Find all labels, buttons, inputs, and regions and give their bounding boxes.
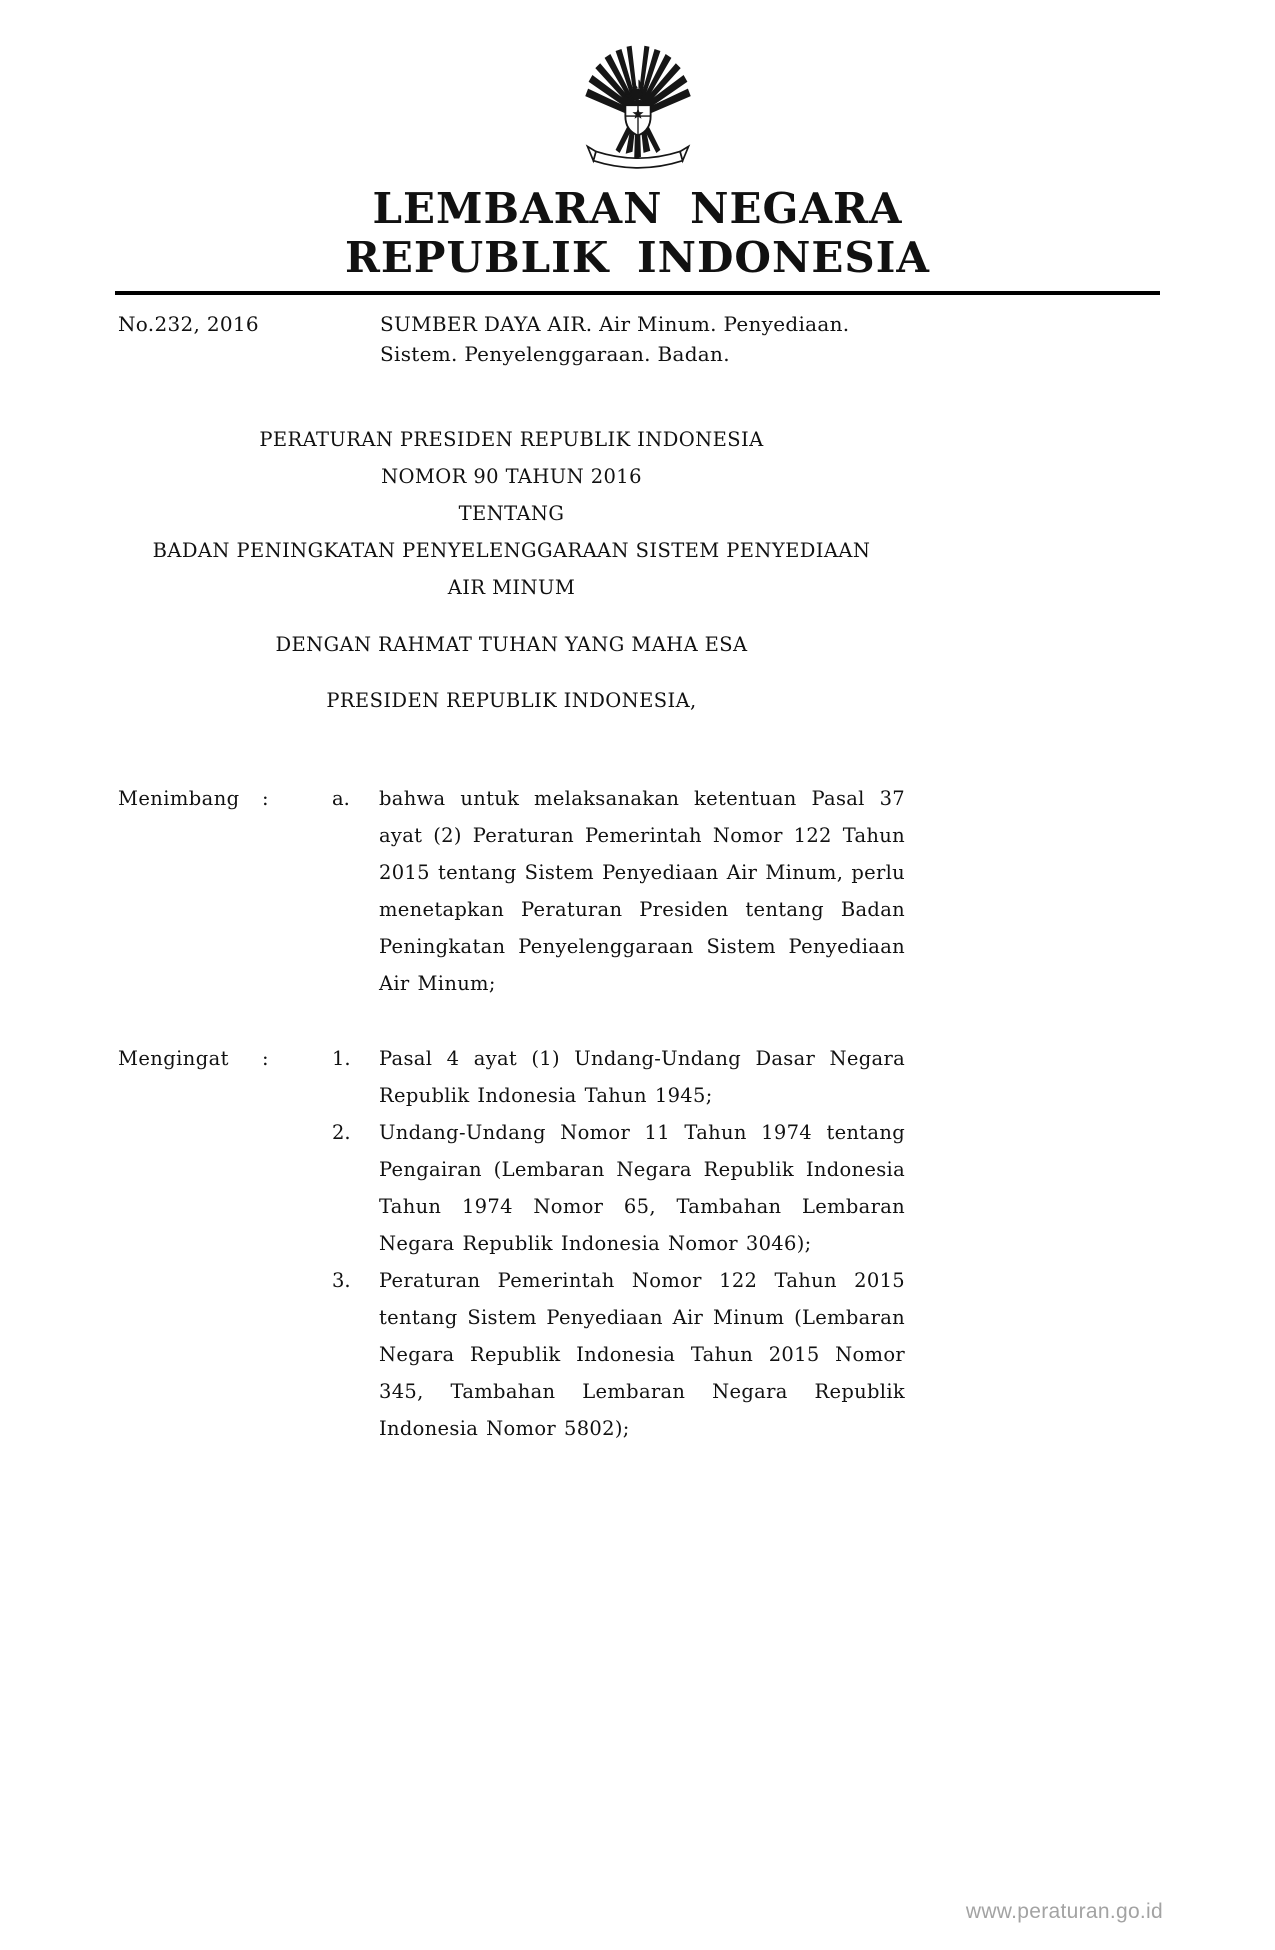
regulation-title-line: BADAN PENINGKATAN PENYELENGGARAAN SISTEM PENYEDIAAN bbox=[152, 539, 871, 562]
considering-item bbox=[332, 780, 905, 1002]
clause-item-marker: 2. bbox=[332, 1121, 351, 1144]
considering-items bbox=[332, 780, 905, 1002]
clause-item-marker: 1. bbox=[332, 1047, 351, 1070]
masthead-rule bbox=[115, 291, 1160, 295]
clause-item-marker: a. bbox=[332, 787, 350, 810]
recalling-items bbox=[332, 1040, 905, 1447]
regulation-title bbox=[118, 421, 905, 606]
considering-label: Menimbang bbox=[118, 787, 240, 810]
regulation-title-line: AIR MINUM bbox=[447, 576, 576, 599]
gazette-number: No.232, 2016 bbox=[118, 312, 259, 336]
regulation-title-line: NOMOR 90 TAHUN 2016 bbox=[381, 465, 642, 488]
clause-item-text: Pasal 4 ayat (1) Undang-Undang Dasar Negara Republik Indonesia Tahun 1945; bbox=[379, 1047, 905, 1107]
recalling-colon: : bbox=[262, 1047, 269, 1070]
clause-item-text: Peraturan Pemerintah Nomor 122 Tahun 2015 tentang Sistem Penyediaan Air Minum (Lembaran Negara Republik Indonesia Tahun 2015 Nomor 345, Tambahan Lembaran Negara Republik Indonesia Nomor 5802); bbox=[379, 1269, 905, 1440]
recalling-section bbox=[118, 1040, 905, 1447]
watermark-url: www.peraturan.go.id bbox=[965, 1900, 1163, 1923]
masthead-title-line1: LEMBARAN NEGARA bbox=[372, 184, 903, 233]
clause-item-text: Undang-Undang Nomor 11 Tahun 1974 tentang Pengairan (Lembaran Negara Republik Indonesia Tahun 1974 Nomor 65, Tambahan Lembaran Negara Republik Indonesia Nomor 3046); bbox=[379, 1121, 905, 1255]
considering-colon: : bbox=[262, 787, 269, 810]
gazette-meta-row bbox=[118, 309, 907, 369]
document-body bbox=[118, 421, 905, 1447]
clause-item-marker: 3. bbox=[332, 1269, 351, 1292]
gazette-subject: SUMBER DAYA AIR. Air Minum. Penyediaan. Sistem. Penyelenggaraan. Badan. bbox=[380, 312, 850, 366]
recalling-item bbox=[332, 1114, 905, 1262]
considering-section bbox=[118, 780, 905, 1002]
recalling-item bbox=[332, 1040, 905, 1114]
regulation-title-line: PERATURAN PRESIDEN REPUBLIK INDONESIA bbox=[259, 428, 764, 451]
masthead-title bbox=[0, 184, 1275, 282]
preamble-invocation: DENGAN RAHMAT TUHAN YANG MAHA ESA bbox=[275, 633, 748, 656]
clause-item-text: bahwa untuk melaksanakan ketentuan Pasal 37 ayat (2) Peraturan Pemerintah Nomor 122 Tahun 2015 tentang Sistem Penyediaan Air Minum, perlu menetapkan Peraturan Presiden tentang Badan Peningkatan Penyelenggaraan Sistem Penyediaan Air Minum; bbox=[379, 787, 905, 995]
recalling-item bbox=[332, 1262, 905, 1447]
preamble-enacting: PRESIDEN REPUBLIK INDONESIA, bbox=[326, 689, 697, 712]
garuda-pancasila-icon bbox=[579, 42, 697, 170]
regulation-title-line: TENTANG bbox=[458, 502, 565, 525]
masthead-title-line2: REPUBLIK INDONESIA bbox=[345, 233, 930, 282]
emblem-container bbox=[0, 0, 1275, 174]
recalling-label: Mengingat bbox=[118, 1047, 229, 1070]
